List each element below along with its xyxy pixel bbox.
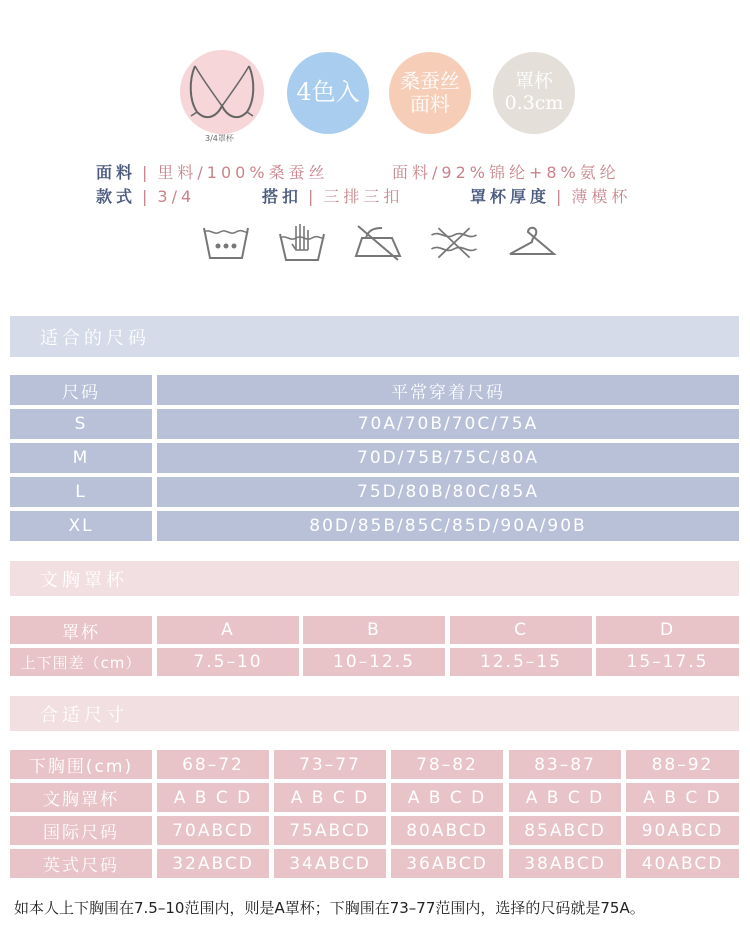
table1-size: L <box>10 477 152 507</box>
table3-cell: A B C D <box>509 783 621 812</box>
spec-key: 罩杯厚度 <box>470 187 551 206</box>
table3-cell: 下胸围(cm) <box>10 750 152 779</box>
table2-cell: D <box>596 616 739 644</box>
fabric-badge-line1: 桑蚕丝 <box>400 69 460 93</box>
spec-separator: | <box>308 187 318 206</box>
cup-thickness-badge <box>493 52 575 134</box>
table3-cell: 75ABCD <box>274 816 386 845</box>
table2-cell: 12.5–15 <box>450 648 592 676</box>
no-tumble-dry-icon <box>428 220 480 264</box>
table2-cell: 7.5–10 <box>157 648 299 676</box>
table3-cell: 78–82 <box>391 750 503 779</box>
table3-cell: 国际尺码 <box>10 816 152 845</box>
spec-value: 里料/100%桑蚕丝 <box>157 163 329 182</box>
table3-cell: 70ABCD <box>157 816 269 845</box>
table1-usual: 70D/75B/75C/80A <box>157 443 739 473</box>
table3-cell: A B C D <box>157 783 269 812</box>
spec-row-material <box>96 160 329 183</box>
section-title-fit-size: 合适尺寸 <box>10 696 739 731</box>
table2-cell: A <box>157 616 299 644</box>
hang-dry-icon <box>506 220 558 264</box>
table3-cell: 34ABCD <box>274 849 386 878</box>
spec-key: 搭扣 <box>262 187 303 206</box>
table1-usual: 70A/70B/70C/75A <box>157 409 739 439</box>
table3-cell: 73–77 <box>274 750 386 779</box>
spec-key: 面料 <box>96 163 137 182</box>
table3-cell: 83–87 <box>509 750 621 779</box>
table1-usual: 80D/85B/85C/85D/90A/90B <box>157 511 739 541</box>
table2-cell: C <box>450 616 592 644</box>
bra-image-badge <box>180 50 264 134</box>
bra-caption: 3/4罩杯 <box>205 134 234 143</box>
table2-cell: B <box>303 616 445 644</box>
spec-separator: | <box>142 187 152 206</box>
table3-cell: 英式尺码 <box>10 849 152 878</box>
fabric-badge <box>389 52 471 134</box>
spec-separator: | <box>556 187 566 206</box>
table2-cell: 10–12.5 <box>303 648 445 676</box>
table3-cell: 80ABCD <box>391 816 503 845</box>
table3-cell: A B C D <box>274 783 386 812</box>
table1-header-size: 尺码 <box>10 375 152 405</box>
spec-value: 薄模杯 <box>571 187 632 206</box>
table3-cell: 88–92 <box>626 750 739 779</box>
cup-badge-line2: 0.3cm <box>504 92 564 114</box>
table1-size: S <box>10 409 152 439</box>
table1-size: M <box>10 443 152 473</box>
table3-cell: 36ABCD <box>391 849 503 878</box>
spec-clasp <box>262 184 403 207</box>
table1-header-usual: 平常穿着尺码 <box>157 375 739 405</box>
spec-row-material-outer <box>392 160 620 183</box>
spec-key: 款式 <box>96 187 137 206</box>
hand-wash-icon <box>200 220 252 264</box>
table3-cell: A B C D <box>626 783 739 812</box>
spec-value: 三排三扣 <box>323 187 404 206</box>
spec-cup-thickness <box>470 184 631 207</box>
colors-badge-text: 4色入 <box>296 78 360 107</box>
spec-value: 3/4 <box>157 187 196 206</box>
table3-cell: 32ABCD <box>157 849 269 878</box>
colors-badge <box>287 52 369 134</box>
table2-cell: 罩杯 <box>10 616 152 644</box>
table1-size: XL <box>10 511 152 541</box>
iron-low-icon <box>352 220 404 264</box>
cup-badge-line1: 罩杯 <box>514 70 553 93</box>
table3-cell: 40ABCD <box>626 849 739 878</box>
table1-usual: 75D/80B/80C/85A <box>157 477 739 507</box>
spec-style <box>96 184 195 207</box>
table3-cell: 68–72 <box>157 750 269 779</box>
hand-wash-only-icon <box>276 220 328 264</box>
spec-separator: | <box>142 163 152 182</box>
table3-cell: 90ABCD <box>626 816 739 845</box>
section-title-bra-cup: 文胸罩杯 <box>10 561 739 596</box>
table3-cell: A B C D <box>391 783 503 812</box>
footnote: 如本人上下胸围在7.5–10范围内，则是A罩杯；下胸围在73–77范围内，选择的尺码就是75A。 <box>14 899 645 917</box>
spec-value: 面料/92%锦纶+8%氨纶 <box>392 163 620 182</box>
table2-cell: 15–17.5 <box>596 648 739 676</box>
fabric-badge-line2: 面料 <box>410 92 450 116</box>
table3-cell: 文胸罩杯 <box>10 783 152 812</box>
table2-cell: 上下围差（cm） <box>10 648 152 676</box>
table3-cell: 85ABCD <box>509 816 621 845</box>
bra-icon <box>185 60 259 124</box>
section-title-suitable-size: 适合的尺码 <box>10 316 739 357</box>
table3-cell: 38ABCD <box>509 849 621 878</box>
